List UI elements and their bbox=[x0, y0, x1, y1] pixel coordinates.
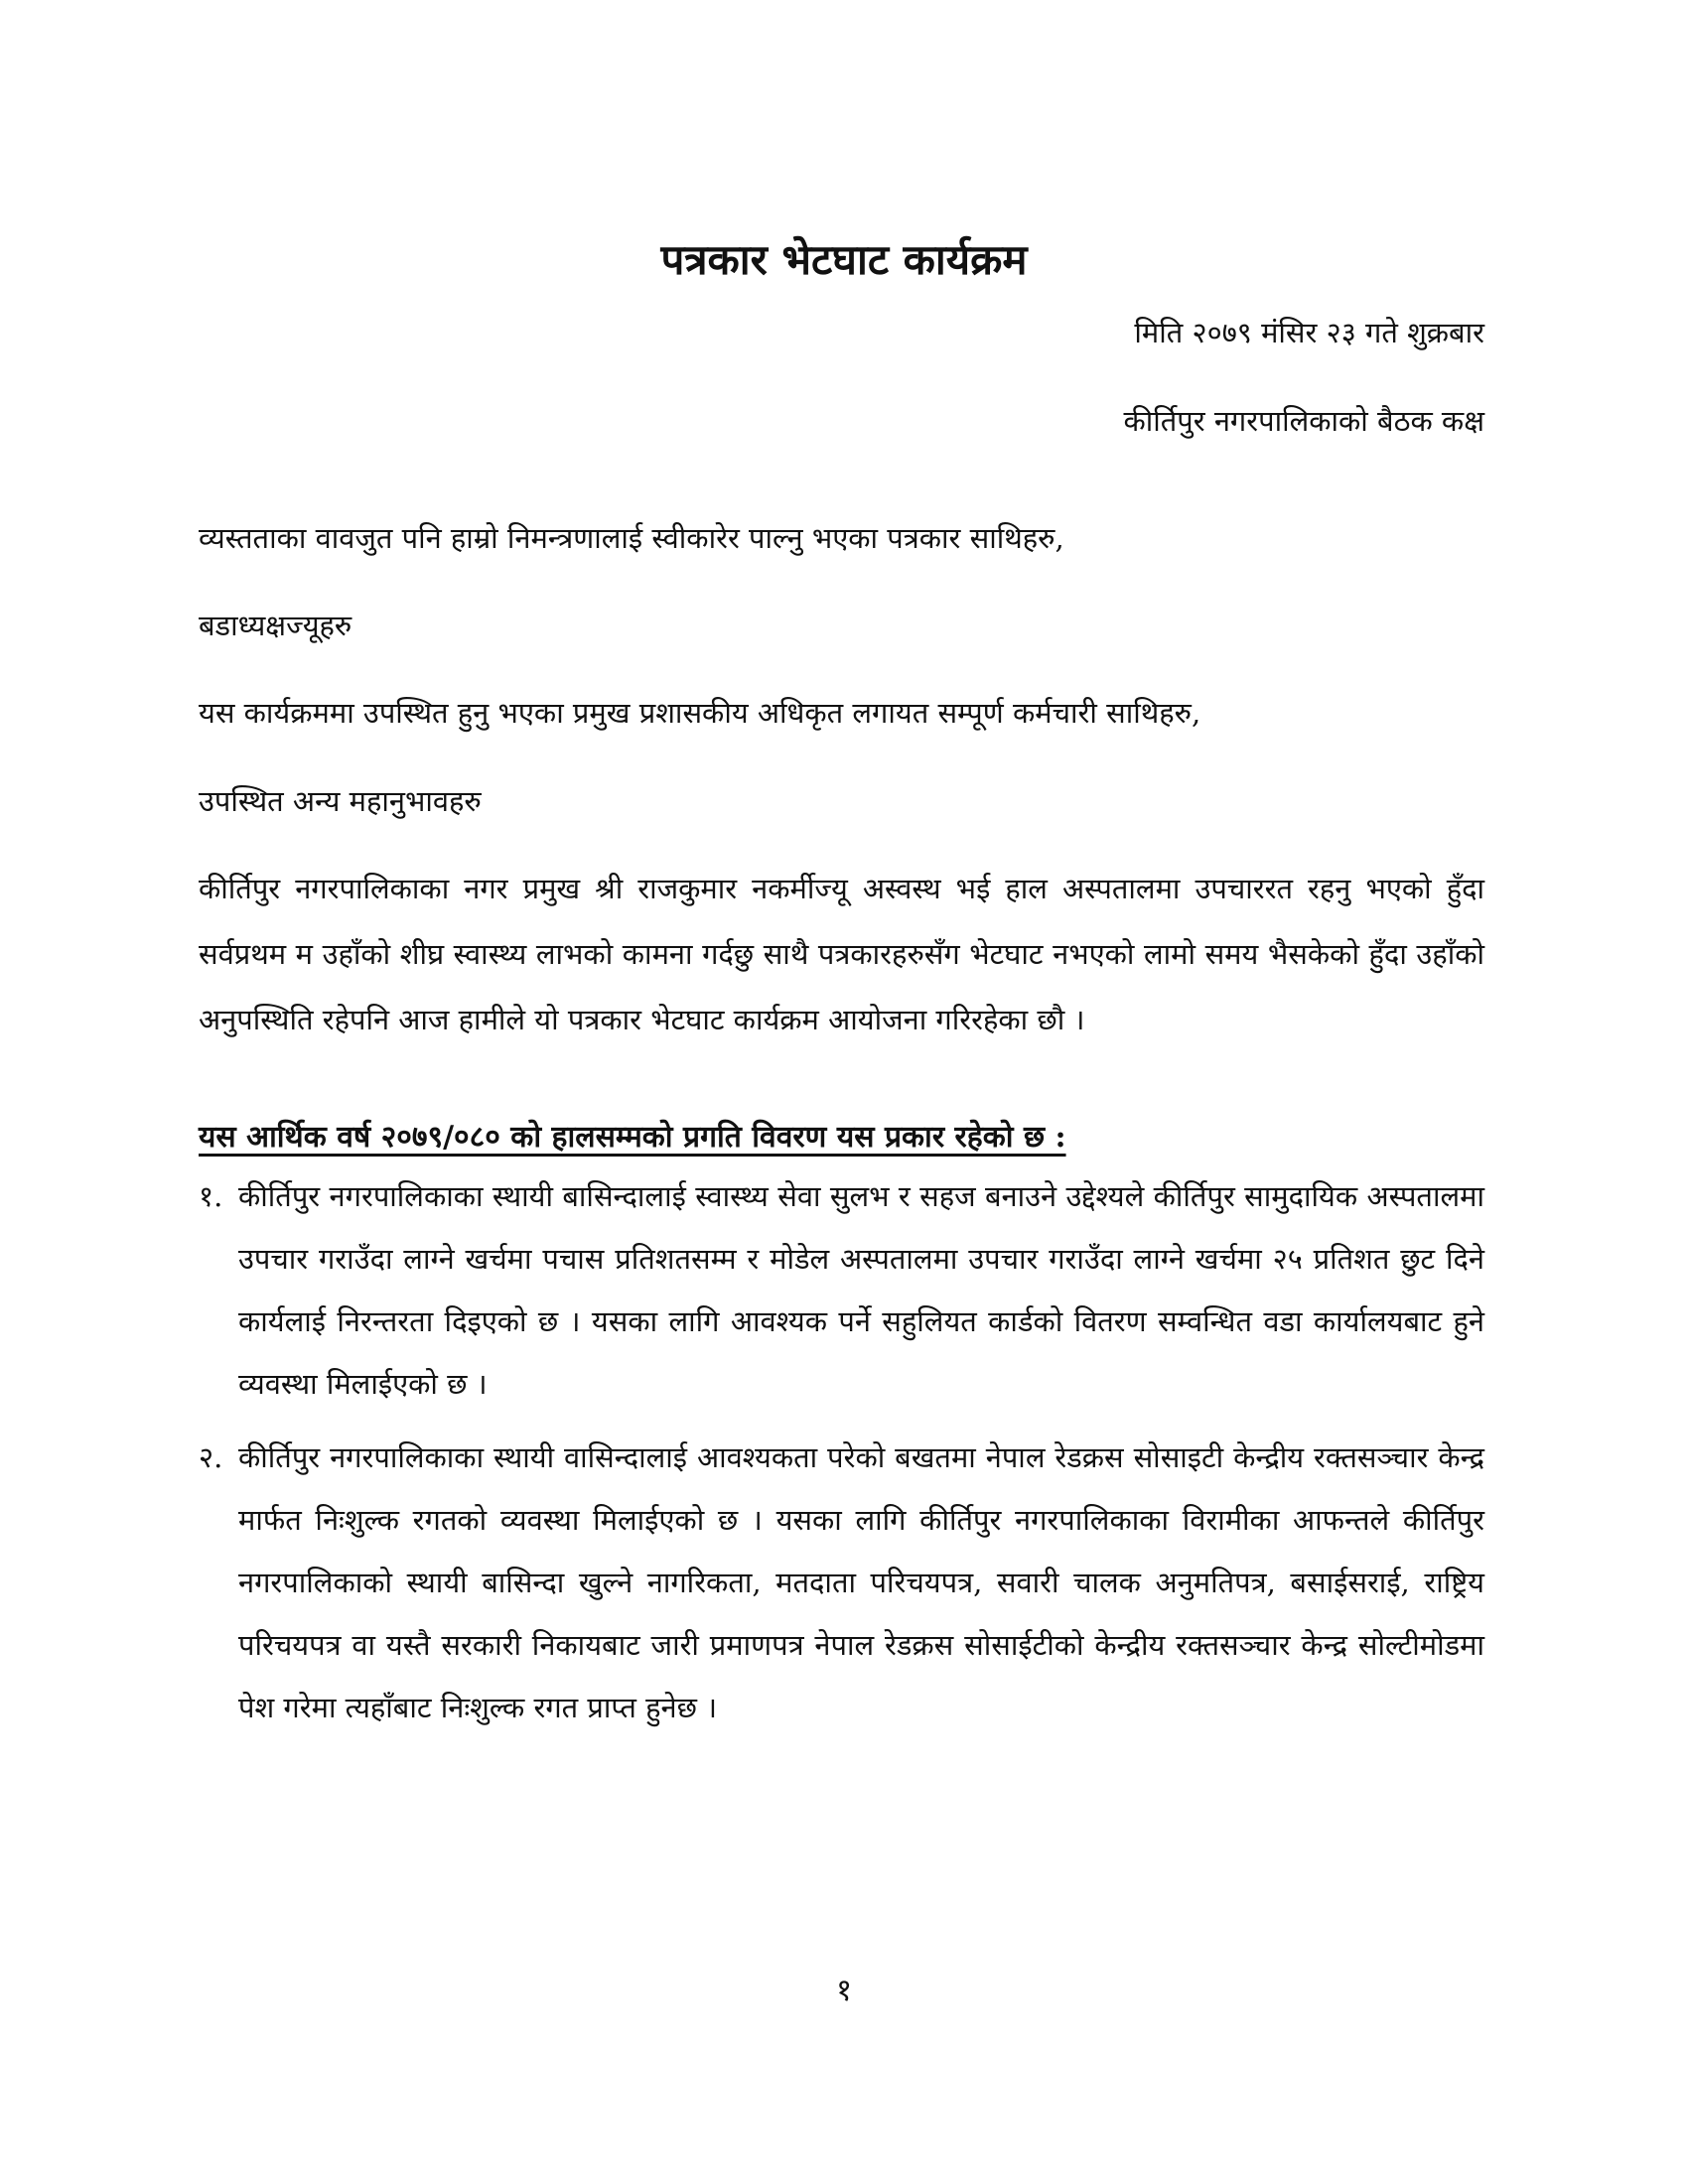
salutation-ward-chairs: बडाध्यक्षज्यूहरु bbox=[199, 609, 352, 642]
document-title: पत्रकार भेटघाट कार्यक्रम bbox=[660, 235, 1028, 285]
list-item-number: १. bbox=[199, 1179, 223, 1213]
progress-list-item bbox=[199, 1165, 1484, 1416]
list-item-number: २. bbox=[199, 1440, 223, 1474]
meeting-date: मिति २०७९ मंसिर २३ गते शुक्रबार bbox=[1134, 316, 1484, 349]
salutation-staff: यस कार्यक्रममा उपस्थित हुनु भएका प्रमुख प्रशासकीय अधिकृत लगायत सम्पूर्ण कर्मचारी साथिहरु, bbox=[199, 696, 1201, 730]
progress-section-heading: यस आर्थिक वर्ष २०७९/०८० को हालसम्मको प्रगति विवरण यस प्रकार रहेको छ : bbox=[199, 1119, 1066, 1155]
meeting-venue: कीर्तिपुर नगरपालिकाको बैठक कक्ष bbox=[1123, 404, 1484, 438]
salutation-journalists: व्यस्तताका वावजुत पनि हाम्रो निमन्त्रणालाई स्वीकारेर पाल्नु भएका पत्रकार साथिहरु, bbox=[199, 521, 1064, 555]
page-number: १ bbox=[835, 1973, 853, 2008]
list-item-text: कीर्तिपुर नगरपालिकाका स्थायी वासिन्दालाई आवश्यकता परेको बखतमा नेपाल रेडक्रस सोसाइटी केन्द्रीय रक्तसञ्चार केन्द्र मार्फत निःशुल्क रगतको व्यवस्था मिलाईएको छ । यसका लागि कीर्तिपुर नगरपालिकाका विरामीका आफन्तले कीर्तिपुर नगरपालिकाको स्थायी बासिन्दा खुल्ने नागरिकता, मतदाता परिचयपत्र, सवारी चालक अनुमतिपत्र, बसाईसराई, राष्ट्रिय परिचयपत्र वा यस्तै सरकारी निकायबाट जारी प्रमाणपत्र नेपाल रेडक्रस सोसाईटीको केन्द्रीय रक्तसञ्चार केन्द्र सोल्टीमोडमा पेश गरेमा त्यहाँबाट निःशुल्क रगत प्राप्त हुनेछ । bbox=[238, 1440, 1484, 1724]
salutation-dignitaries: उपस्थित अन्य महानुभावहरु bbox=[199, 784, 482, 818]
opening-paragraph: कीर्तिपुर नगरपालिकाका नगर प्रमुख श्री राजकुमार नकर्मीज्यू अस्वस्थ भई हाल अस्पतालमा उपचाररत रहनु भएको हुँदा सर्वप्रथम म उहाँको शीघ्र स्वास्थ्य लाभको कामना गर्दछु साथै पत्रकारहरुसँग भेटघाट नभएको लामो समय भैसकेको हुँदा उहाँको अनुपस्थिति रहेपनि आज हामीले यो पत्रकार भेटघाट कार्यक्रम आयोजना गरिरहेका छौ । bbox=[199, 872, 1484, 1036]
progress-list-item bbox=[199, 1427, 1484, 1739]
list-item-text: कीर्तिपुर नगरपालिकाका स्थायी बासिन्दालाई स्वास्थ्य सेवा सुलभ र सहज बनाउने उद्देश्यले कीर्तिपुर सामुदायिक अस्पतालमा उपचार गराउँदा लाग्ने खर्चमा पचास प्रतिशतसम्म र मोडेल अस्पतालमा उपचार गराउँदा लाग्ने खर्चमा २५ प्रतिशत छुट दिने कार्यलाई निरन्तरता दिइएको छ । यसका लागि आवश्यक पर्ने सहुलियत कार्डको वितरण सम्वन्धित वडा कार्यालयबाट हुने व्यवस्था मिलाईएको छ । bbox=[238, 1179, 1484, 1401]
